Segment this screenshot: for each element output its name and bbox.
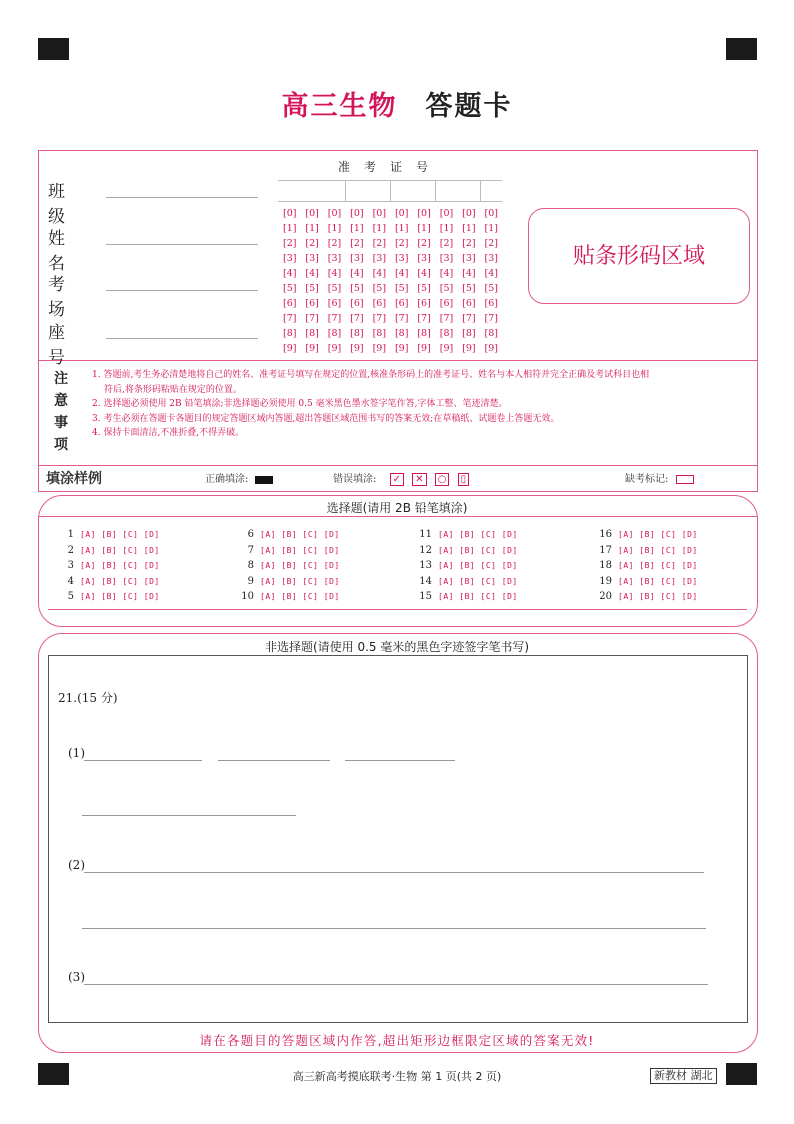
mc-question-row[interactable]	[594, 558, 698, 574]
digit-bubble[interactable]: [2]	[394, 238, 409, 249]
digit-bubble[interactable]: [4]	[372, 268, 387, 279]
digit-bubble[interactable]: [6]	[417, 298, 431, 309]
digit-bubble[interactable]: [0]	[327, 208, 342, 219]
mc-option-bubbles[interactable]: [A] [B] [C] [D]	[438, 576, 518, 586]
wrong-check-icon: ✓	[390, 473, 404, 486]
digit-bubble[interactable]: [7]	[462, 313, 476, 324]
ticket-digit-bubbles[interactable]	[283, 206, 507, 356]
field-seat-line[interactable]	[106, 338, 258, 339]
digit-bubble[interactable]: [0]	[417, 208, 431, 219]
digit-bubble[interactable]: [2]	[484, 238, 498, 249]
digit-bubble[interactable]: [8]	[327, 328, 342, 339]
digit-bubble[interactable]: [1]	[417, 223, 431, 234]
mc-column-3[interactable]	[414, 527, 518, 605]
divider-notice	[38, 360, 757, 361]
sample-absent[interactable]: 缺考标记:	[625, 470, 694, 485]
digit-bubble[interactable]: [6]	[372, 298, 387, 309]
digit-bubble[interactable]: [8]	[305, 328, 319, 339]
mc-option-bubbles[interactable]: [A] [B] [C] [D]	[80, 530, 160, 539]
notice-item-3: 3. 考生必须在答题卡各题目的规定答题区域内答题,超出答题区域范围书写的答案无效;在草稿纸、试题卷上答题无效。	[92, 413, 560, 424]
mc-question-row[interactable]	[236, 543, 340, 559]
part-1-label: (1)	[68, 746, 85, 760]
digit-bubble[interactable]: [5]	[484, 283, 498, 294]
digit-row[interactable]	[283, 251, 507, 266]
mc-question-row[interactable]	[414, 589, 518, 605]
divider-sample	[38, 465, 757, 466]
mc-question-row[interactable]	[414, 558, 518, 574]
sample-correct: 正确填涂:	[205, 470, 273, 485]
digit-bubble[interactable]: [1]	[350, 223, 364, 234]
digit-bubble[interactable]: [1]	[327, 223, 342, 234]
notice-item-1: 1. 答题前,考生务必清楚地将自己的姓名、准考证号填写在规定的位置,核准条形码上的准考证号、姓名与本人相符并完全正确及考试科目也相	[92, 370, 650, 380]
answer-line-1a[interactable]	[84, 760, 202, 761]
digit-bubble[interactable]: [1]	[394, 223, 409, 234]
answer-line-2a[interactable]	[84, 872, 704, 873]
mc-question-row[interactable]	[236, 574, 340, 590]
mc-question-number: 15	[419, 591, 432, 602]
field-class-label: 班 级	[48, 182, 83, 227]
wrong-cross-icon: ✕	[412, 473, 426, 486]
digit-bubble[interactable]: [6]	[305, 298, 319, 309]
field-room-label: 考 场	[48, 275, 83, 320]
mc-question-row[interactable]	[56, 543, 160, 559]
field-room[interactable]	[48, 270, 106, 320]
digit-bubble[interactable]: [6]	[439, 298, 454, 309]
digit-bubble[interactable]: [5]	[439, 283, 454, 294]
mc-title: 选择题(请用 2B 铅笔填涂)	[326, 501, 468, 515]
digit-bubble[interactable]: [4]	[305, 268, 319, 279]
digit-bubble[interactable]: [6]	[462, 298, 476, 309]
digit-bubble[interactable]: [3]	[417, 253, 431, 264]
mc-question-row[interactable]	[236, 589, 340, 605]
digit-bubble[interactable]: [9]	[327, 343, 342, 354]
field-class[interactable]	[48, 177, 106, 227]
notice-items	[92, 368, 752, 441]
question-21: 21.(15 分)	[58, 691, 118, 705]
mc-question-number: 3	[67, 560, 74, 571]
digit-bubble[interactable]: [1]	[305, 223, 319, 234]
digit-row[interactable]	[283, 206, 507, 221]
mc-question-row[interactable]	[56, 574, 160, 590]
mc-question-row[interactable]	[594, 543, 698, 559]
digit-bubble[interactable]: [4]	[283, 268, 297, 279]
digit-bubble[interactable]: [9]	[439, 343, 454, 354]
sample-wrong: 错误填涂: ✓ ✕ ○ ▯	[333, 470, 469, 485]
digit-row[interactable]	[283, 326, 507, 341]
digit-bubble[interactable]: [9]	[350, 343, 364, 354]
digit-bubble[interactable]: [7]	[350, 313, 364, 324]
digit-bubble[interactable]: [6]	[283, 298, 297, 309]
digit-bubble[interactable]: [0]	[462, 208, 476, 219]
mc-title-divider	[38, 516, 757, 517]
digit-bubble[interactable]: [1]	[439, 223, 454, 234]
digit-bubble[interactable]: [5]	[372, 283, 387, 294]
digit-bubble[interactable]: [2]	[372, 238, 387, 249]
mc-question-row[interactable]	[594, 574, 698, 590]
digit-bubble[interactable]: [3]	[484, 253, 498, 264]
digit-bubble[interactable]: [8]	[484, 328, 498, 339]
mc-option-bubbles[interactable]: [A] [B] [C] [D]	[618, 576, 698, 586]
mc-question-number: 11	[419, 529, 432, 540]
digit-bubble[interactable]: [2]	[462, 238, 476, 249]
mc-bottom-divider	[48, 609, 747, 610]
mc-option-bubbles[interactable]: [A] [B] [C] [D]	[80, 545, 160, 555]
digit-bubble[interactable]: [8]	[417, 328, 431, 339]
mc-option-bubbles[interactable]: [A] [B] [C] [D]	[618, 545, 698, 555]
digit-bubble[interactable]: [4]	[462, 268, 476, 279]
digit-bubble[interactable]: [3]	[350, 253, 364, 264]
digit-bubble[interactable]: [2]	[350, 238, 364, 249]
part-3-label: (3)	[68, 970, 85, 984]
digit-bubble[interactable]: [5]	[327, 283, 342, 294]
digit-bubble[interactable]: [3]	[394, 253, 409, 264]
mc-option-bubbles[interactable]: [A] [B] [C] [D]	[438, 530, 518, 539]
title-card: 答题卡	[425, 91, 513, 122]
mc-question-number: 8	[247, 560, 254, 571]
page-title	[0, 84, 794, 123]
digit-bubble[interactable]: [5]	[305, 283, 319, 294]
mc-question-number: 5	[67, 591, 74, 602]
answer-line-1b[interactable]	[218, 760, 330, 761]
digit-bubble[interactable]: [0]	[283, 208, 297, 219]
digit-bubble[interactable]: [7]	[394, 313, 409, 324]
digit-bubble[interactable]: [3]	[372, 253, 387, 264]
wrong-fill-icons	[390, 474, 470, 485]
mc-question-number: 7	[247, 544, 254, 556]
title-subject: 高三生物	[281, 91, 398, 122]
registration-mark-top-left	[38, 38, 69, 60]
digit-bubble[interactable]: [1]	[484, 223, 498, 234]
field-name-line[interactable]	[106, 244, 258, 245]
digit-bubble[interactable]: [5]	[350, 283, 364, 294]
digit-bubble[interactable]: [5]	[417, 283, 431, 294]
digit-bubble[interactable]: [6]	[327, 298, 342, 309]
digit-bubble[interactable]: [4]	[439, 268, 454, 279]
digit-row[interactable]	[283, 236, 507, 251]
mc-question-row[interactable]	[594, 527, 698, 543]
barcode-area	[528, 208, 750, 304]
mc-option-bubbles[interactable]: [A] [B] [C] [D]	[260, 530, 340, 539]
field-room-line[interactable]	[106, 290, 258, 291]
mc-option-bubbles[interactable]: [A] [B] [C] [D]	[260, 592, 340, 601]
ticket-input-grid[interactable]	[278, 180, 502, 202]
digit-bubble[interactable]: [7]	[484, 313, 498, 324]
digit-row[interactable]	[283, 296, 507, 311]
digit-bubble[interactable]: [8]	[462, 328, 476, 339]
mc-option-bubbles[interactable]: [A] [B] [C] [D]	[80, 561, 160, 570]
digit-bubble[interactable]: [9]	[394, 343, 409, 354]
digit-bubble[interactable]: [9]	[462, 343, 476, 354]
digit-bubble[interactable]: [9]	[484, 343, 498, 354]
digit-bubble[interactable]: [8]	[283, 328, 297, 339]
digit-bubble[interactable]: [7]	[439, 313, 454, 324]
answer-frame[interactable]	[48, 655, 748, 1023]
digit-bubble[interactable]: [3]	[439, 253, 454, 264]
digit-bubble[interactable]: [2]	[417, 238, 431, 249]
boundary-warning: 请在各题目的答题区域内作答,超出矩形边框限定区域的答案无效!	[199, 1033, 595, 1048]
digit-bubble[interactable]: [3]	[283, 253, 297, 264]
digit-bubble[interactable]: [7]	[417, 313, 431, 324]
wrong-circle-icon: ○	[435, 473, 450, 486]
mc-question-number: 1	[67, 529, 74, 540]
mc-question-row[interactable]	[594, 589, 698, 605]
correct-fill-icon	[255, 476, 273, 484]
mc-question-number: 14	[419, 575, 432, 587]
digit-bubble[interactable]: [0]	[394, 208, 409, 219]
field-name-label: 姓 名	[48, 229, 83, 274]
field-seat-label: 座 号	[48, 323, 83, 368]
digit-bubble[interactable]: [3]	[462, 253, 476, 264]
mc-option-bubbles[interactable]: [A] [B] [C] [D]	[80, 576, 160, 586]
mc-question-number: 13	[419, 560, 432, 571]
digit-bubble[interactable]: [4]	[484, 268, 498, 279]
digit-bubble[interactable]: [0]	[439, 208, 454, 219]
digit-bubble[interactable]: [2]	[327, 238, 342, 249]
mc-option-bubbles[interactable]: [A] [B] [C] [D]	[618, 530, 698, 539]
digit-bubble[interactable]: [1]	[462, 223, 476, 234]
mc-question-number: 16	[599, 529, 612, 540]
digit-bubble[interactable]: [5]	[283, 283, 297, 294]
mc-question-number: 18	[599, 560, 612, 571]
mc-option-bubbles[interactable]: [A] [B] [C] [D]	[438, 592, 518, 601]
mc-question-number: 12	[419, 544, 432, 556]
digit-bubble[interactable]: [9]	[417, 343, 431, 354]
digit-bubble[interactable]: [0]	[484, 208, 498, 219]
digit-bubble[interactable]: [9]	[283, 343, 297, 354]
digit-bubble[interactable]: [1]	[283, 223, 297, 234]
footer-edition: 新教材 湖北	[650, 1068, 717, 1084]
digit-bubble[interactable]: [6]	[484, 298, 498, 309]
digit-row[interactable]	[283, 311, 507, 326]
mc-question-number: 17	[599, 544, 612, 556]
answer-line-2b[interactable]	[82, 928, 706, 929]
open-title: 非选择题(请使用 0.5 毫米的黑色字迹签字笔书写)	[264, 640, 530, 654]
digit-bubble[interactable]: [5]	[462, 283, 476, 294]
mc-option-bubbles[interactable]: [A] [B] [C] [D]	[260, 545, 340, 555]
mc-option-bubbles[interactable]: [A] [B] [C] [D]	[438, 561, 518, 570]
digit-bubble[interactable]: [0]	[350, 208, 364, 219]
digit-bubble[interactable]: [3]	[305, 253, 319, 264]
answer-line-1c[interactable]	[345, 760, 455, 761]
mc-question-row[interactable]	[414, 527, 518, 543]
digit-bubble[interactable]: [6]	[350, 298, 364, 309]
mc-question-row[interactable]	[236, 558, 340, 574]
digit-bubble[interactable]: [0]	[305, 208, 319, 219]
digit-bubble[interactable]: [7]	[327, 313, 342, 324]
part-2-label: (2)	[68, 858, 85, 872]
mc-option-bubbles[interactable]: [A] [B] [C] [D]	[618, 561, 698, 570]
digit-bubble[interactable]: [8]	[394, 328, 409, 339]
mc-option-bubbles[interactable]: [A] [B] [C] [D]	[438, 545, 518, 555]
mc-option-bubbles[interactable]: [A] [B] [C] [D]	[260, 561, 340, 570]
digit-bubble[interactable]: [4]	[327, 268, 342, 279]
footer-center: 高三新高考摸底联考·生物 第 1 页(共 2 页)	[292, 1070, 502, 1083]
notice-item-1-cont: 符后,将条形码粘贴在规定的位置。	[104, 384, 242, 395]
digit-bubble[interactable]: [9]	[372, 343, 387, 354]
digit-row[interactable]	[283, 341, 507, 356]
mc-question-row[interactable]	[56, 589, 160, 605]
notice-item-4: 4. 保持卡面清洁,不准折叠,不得弄破。	[92, 428, 245, 438]
absent-box-icon[interactable]	[676, 475, 694, 484]
notice-item-2: 2. 选择题必须使用 2B 铅笔填涂;非选择题必须使用 0.5 毫米黑色墨水签字笔作答,字体工整、笔迹清楚。	[92, 399, 508, 409]
field-class-line[interactable]	[106, 197, 258, 198]
field-seat[interactable]	[48, 318, 106, 368]
digit-bubble[interactable]: [6]	[394, 298, 409, 309]
field-name[interactable]	[48, 224, 106, 274]
mc-question-number: 9	[247, 575, 254, 587]
answer-line-1d[interactable]	[82, 815, 296, 816]
mc-question-row[interactable]	[236, 527, 340, 543]
mc-column-4[interactable]	[594, 527, 698, 605]
digit-row[interactable]	[283, 281, 507, 296]
mc-question-number: 20	[599, 591, 612, 602]
digit-bubble[interactable]: [9]	[305, 343, 319, 354]
digit-bubble[interactable]: [8]	[372, 328, 387, 339]
digit-bubble[interactable]: [8]	[439, 328, 454, 339]
digit-bubble[interactable]: [4]	[417, 268, 431, 279]
mc-column-2[interactable]	[236, 527, 340, 605]
mc-question-row[interactable]	[414, 574, 518, 590]
notice-label: 注 意 事 项	[54, 371, 68, 453]
mc-option-bubbles[interactable]: [A] [B] [C] [D]	[260, 576, 340, 586]
digit-bubble[interactable]: [2]	[283, 238, 297, 249]
digit-bubble[interactable]: [3]	[327, 253, 342, 264]
digit-bubble[interactable]: [4]	[394, 268, 409, 279]
mc-option-bubbles[interactable]: [A] [B] [C] [D]	[80, 592, 160, 601]
digit-bubble[interactable]: [4]	[350, 268, 364, 279]
mc-question-number: 10	[241, 591, 254, 602]
mc-question-number: 4	[67, 575, 74, 587]
mc-question-number: 6	[247, 529, 254, 540]
mc-question-row[interactable]	[414, 543, 518, 559]
mc-question-number: 19	[599, 575, 612, 587]
wrong-partial-icon: ▯	[458, 473, 470, 486]
answer-line-3a[interactable]	[84, 984, 708, 985]
mc-column-1[interactable]	[56, 527, 160, 605]
digit-bubble[interactable]: [7]	[372, 313, 387, 324]
digit-bubble[interactable]: [8]	[350, 328, 364, 339]
digit-bubble[interactable]: [2]	[305, 238, 319, 249]
mc-question-number: 2	[67, 544, 74, 556]
digit-row[interactable]	[283, 221, 507, 236]
digit-bubble[interactable]: [7]	[305, 313, 319, 324]
digit-row[interactable]	[283, 266, 507, 281]
barcode-label: 贴条形码区域	[572, 244, 705, 269]
digit-bubble[interactable]: [7]	[283, 313, 297, 324]
registration-mark-top-right	[726, 38, 757, 60]
mc-option-bubbles[interactable]: [A] [B] [C] [D]	[618, 592, 698, 601]
digit-bubble[interactable]: [0]	[372, 208, 387, 219]
sample-label: 填涂样例	[46, 471, 102, 487]
ticket-label: 准考证号	[337, 160, 442, 174]
digit-bubble[interactable]: [2]	[439, 238, 454, 249]
mc-question-row[interactable]	[56, 558, 160, 574]
digit-bubble[interactable]: [5]	[394, 283, 409, 294]
mc-question-row[interactable]	[56, 527, 160, 543]
digit-bubble[interactable]: [1]	[372, 223, 387, 234]
